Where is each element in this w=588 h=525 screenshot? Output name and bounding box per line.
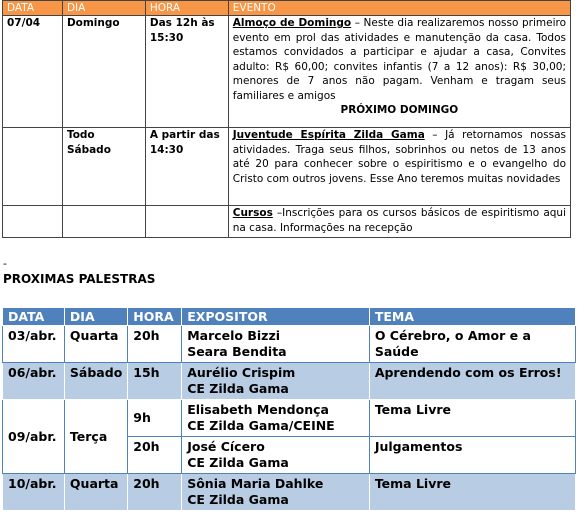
lectures-header-day: DIA — [64, 308, 127, 326]
lecture-place: Seara Bendita — [187, 344, 287, 359]
lecture-place: CE Zilda Gama/CEINE — [187, 418, 335, 433]
lecture-speaker-cell — [182, 400, 370, 437]
lecture-date: 09/abr. — [3, 400, 65, 474]
lecture-row — [3, 326, 576, 363]
lecture-date: 06/abr. — [3, 363, 65, 400]
event-day — [62, 206, 145, 238]
lecture-row — [3, 474, 576, 511]
event-title: Juventude Espírita Zilda Gama — [232, 129, 425, 141]
lecture-speaker-cell — [182, 474, 370, 511]
events-row — [3, 128, 571, 206]
lecture-speaker-cell — [182, 437, 370, 474]
lecture-theme: Tema Livre — [369, 400, 575, 437]
events-header-event: EVENTO — [228, 1, 570, 16]
event-description — [228, 16, 570, 128]
lecture-place: CE Zilda Gama — [187, 455, 289, 470]
event-time: A partir das 14:30 — [145, 128, 228, 206]
lecture-time: 20h — [128, 326, 182, 363]
lecture-time: 20h — [128, 437, 182, 474]
lecture-time: 9h — [128, 400, 182, 437]
separator-dash: - — [3, 257, 7, 270]
lecture-place: CE Zilda Gama — [187, 492, 289, 507]
lecture-speaker: José Cícero — [187, 439, 265, 454]
lectures-table — [2, 307, 576, 511]
lecture-speaker-cell — [182, 326, 370, 363]
events-table — [2, 0, 571, 238]
event-day: Todo Sábado — [62, 128, 145, 206]
lectures-header-time: HORA — [128, 308, 182, 326]
lecture-speaker: Elisabeth Mendonça — [187, 402, 329, 417]
lecture-theme: Aprendendo com os Erros! — [369, 363, 575, 400]
lecture-speaker: Sônia Maria Dahlke — [187, 476, 324, 491]
events-row — [3, 206, 571, 238]
lectures-heading: PROXIMAS PALESTRAS — [3, 272, 156, 286]
event-note: PRÓXIMO DOMINGO — [340, 104, 459, 116]
event-date: 07/04 — [3, 16, 63, 128]
lecture-day: Quarta — [64, 326, 127, 363]
event-time — [145, 206, 228, 238]
lecture-date: 10/abr. — [3, 474, 65, 511]
lecture-place: CE Zilda Gama — [187, 381, 289, 396]
lecture-speaker: Aurélio Crispim — [187, 365, 296, 380]
event-day: Domingo — [62, 16, 145, 128]
events-header-row — [3, 1, 571, 16]
event-date — [3, 128, 63, 206]
lecture-date: 03/abr. — [3, 326, 65, 363]
event-title: Cursos — [232, 207, 273, 219]
event-text: – Neste dia realizaremos nosso primeiro evento em prol das atividades e manutenção da casa. Todos estamos convidados a participar e ajudar a casa, Convites adulto: R$ 60,00; convites infantis (7 a 12 anos): R$ 30,00; menores de 7 anos não pagam. Venham e tragam seus familiares e amigos — [232, 17, 566, 102]
event-description — [228, 128, 570, 206]
event-date — [3, 206, 63, 238]
event-time: Das 12h às 15:30 — [145, 16, 228, 128]
lecture-speaker: Marcelo Bizzi — [187, 328, 281, 343]
lecture-row — [3, 400, 576, 437]
lecture-theme: Julgamentos — [369, 437, 575, 474]
lecture-day: Quarta — [64, 474, 127, 511]
event-text: – Já retornamos nossas atividades. Traga seus filhos, sobrinhos ou netos de 13 anos até 20 para conhecer sobre o espiritismo e o evangelho do Cristo com outros jovens. Esse Ano teremos muitas novidades — [232, 129, 566, 185]
event-title: Almoço de Domingo — [232, 17, 352, 29]
lecture-time: 20h — [128, 474, 182, 511]
lecture-theme: Tema Livre — [369, 474, 575, 511]
lectures-header-theme: TEMA — [369, 308, 575, 326]
event-description — [228, 206, 570, 238]
lecture-theme: O Cérebro, o Amor e a Saúde — [369, 326, 575, 363]
events-header-day: DIA — [62, 1, 145, 16]
lectures-header-speaker: EXPOSITOR — [182, 308, 370, 326]
events-row — [3, 16, 571, 128]
event-text: –Inscrições para os cursos básicos de espiritismo aqui na casa. Informações na recepção — [232, 207, 566, 234]
lecture-row — [3, 363, 576, 400]
events-header-date: DATA — [3, 1, 63, 16]
lecture-time: 15h — [128, 363, 182, 400]
lectures-header-date: DATA — [3, 308, 65, 326]
events-header-time: HORA — [145, 1, 228, 16]
lecture-day: Terça — [64, 400, 127, 474]
lecture-day: Sábado — [64, 363, 127, 400]
lecture-speaker-cell — [182, 363, 370, 400]
lectures-header-row — [3, 308, 576, 326]
